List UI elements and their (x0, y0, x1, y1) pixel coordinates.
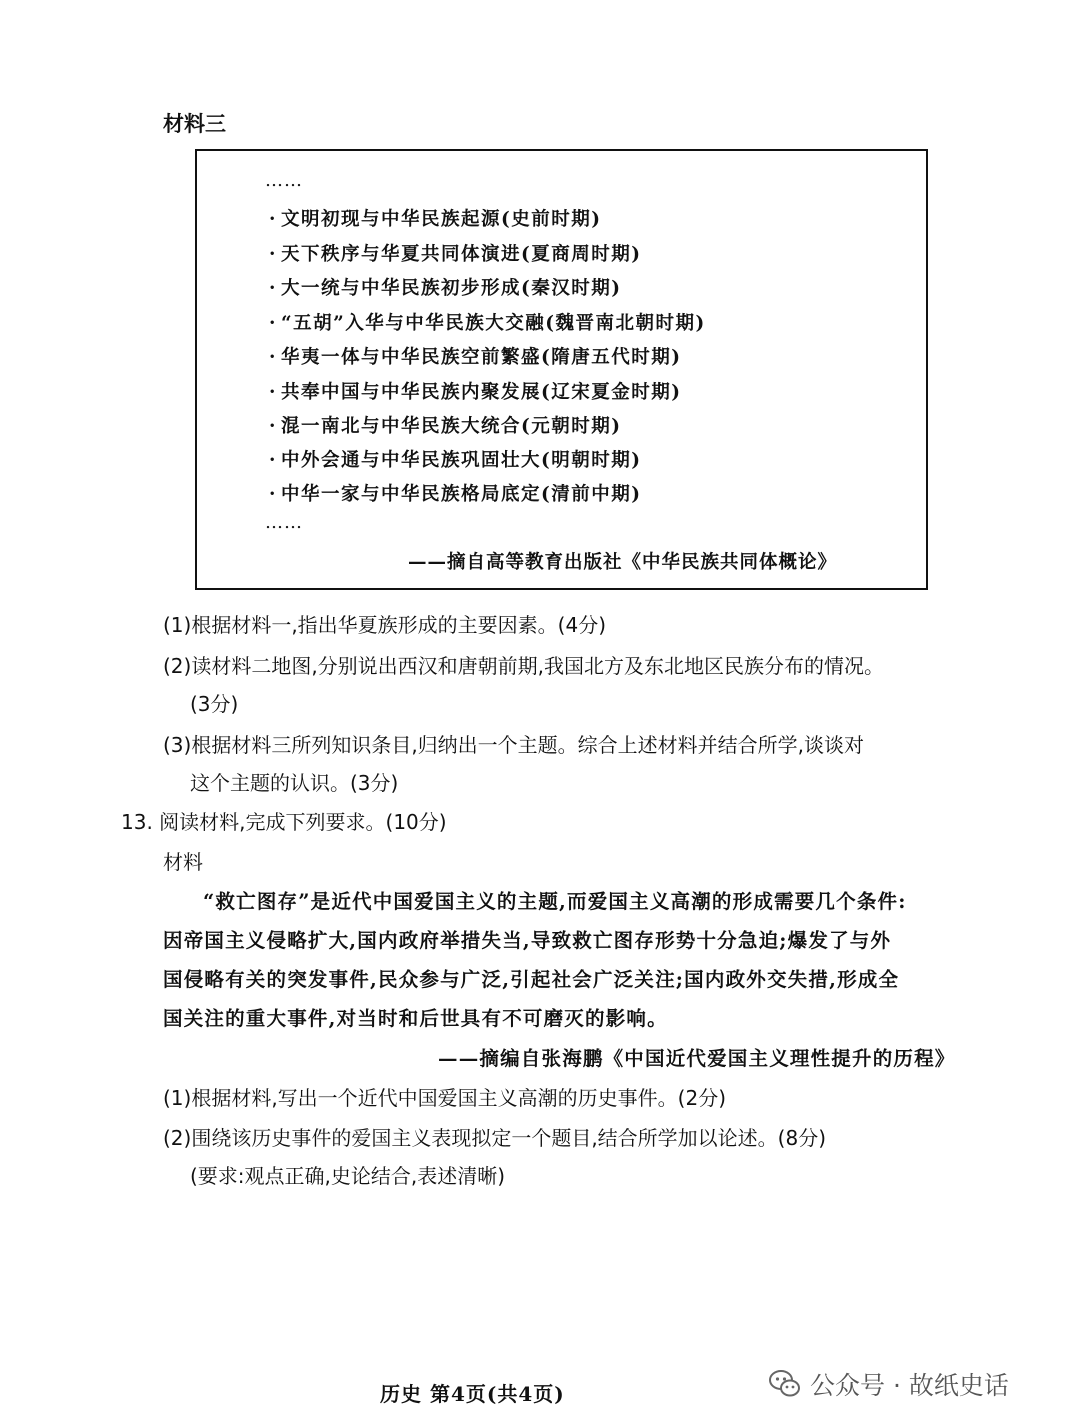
wechat-icon (768, 1367, 802, 1401)
q13-sub-2: (2)围绕该历史事件的爱国主义表现拟定一个题目,结合所学加以论述。(8分) (163, 1126, 827, 1150)
q12-sub-3-cont: 这个主题的认识。(3分) (190, 771, 399, 795)
q13-heading: 13. 阅读材料,完成下列要求。(10分) (121, 810, 447, 834)
knowledge-item: · 混一南北与中华民族大统合(元朝时期) (269, 416, 622, 437)
knowledge-item: · 华夷一体与中华民族空前繁盛(隋唐五代时期) (269, 347, 682, 368)
material-3-title: 材料三 (163, 112, 226, 136)
watermark-text: 公众号 · 故纸史话 (810, 1371, 1009, 1400)
watermark (768, 1366, 1009, 1402)
q13-paragraph-line: 国侵略有关的突发事件,民众参与广泛,引起社会广泛关注;国内政外交失措,形成全 (163, 968, 900, 991)
q12-sub-2: (2)读材料二地图,分别说出西汉和唐朝前期,我国北方及东北地区民族分布的情况。 (163, 654, 885, 678)
q12-sub-2-score: (3分) (190, 692, 239, 716)
knowledge-item: · 天下秩序与华夏共同体演进(夏商周时期) (269, 244, 642, 265)
knowledge-item: · “五胡”入华与中华民族大交融(魏晋南北朝时期) (269, 313, 706, 334)
q13-requirement: (要求:观点正确,史论结合,表述清晰) (190, 1164, 506, 1188)
q13-material-label: 材料 (163, 850, 203, 874)
q13-paragraph-line: 因帝国主义侵略扩大,国内政府举措失当,导致救亡图存形势十分急迫;爆发了与外 (163, 929, 892, 952)
knowledge-item: · 文明初现与中华民族起源(史前时期) (269, 209, 602, 230)
q12-sub-1: (1)根据材料一,指出华夏族形成的主要因素。(4分) (163, 613, 607, 637)
page-footer: 历史 第4页(共4页) (380, 1382, 565, 1406)
q13-paragraph-line: “救亡图存”是近代中国爱国主义的主题,而爱国主义高潮的形成需要几个条件: (203, 890, 907, 913)
knowledge-item: · 大一统与中华民族初步形成(秦汉时期) (269, 278, 622, 299)
q13-paragraph-line: 国关注的重大事件,对当时和后世具有不可磨灭的影响。 (163, 1007, 668, 1030)
material-3-source: ——摘自高等教育出版社《中华民族共同体概论》 (408, 552, 838, 573)
q13-sub-1: (1)根据材料,写出一个近代中国爱国主义高潮的历史事件。(2分) (163, 1086, 727, 1110)
q13-source: ——摘编自张海鹏《中国近代爱国主义理性提升的历程》 (438, 1047, 956, 1070)
knowledge-item: · 中华一家与中华民族格局底定(清前中期) (269, 484, 642, 505)
ellipsis-top: …… (265, 170, 303, 191)
knowledge-item: · 共奉中国与中华民族内聚发展(辽宋夏金时期) (269, 382, 682, 403)
q12-sub-3: (3)根据材料三所列知识条目,归纳出一个主题。综合上述材料并结合所学,谈谈对 (163, 733, 865, 757)
knowledge-item: · 中外会通与中华民族巩固壮大(明朝时期) (269, 450, 642, 471)
ellipsis-bottom: …… (265, 512, 303, 533)
